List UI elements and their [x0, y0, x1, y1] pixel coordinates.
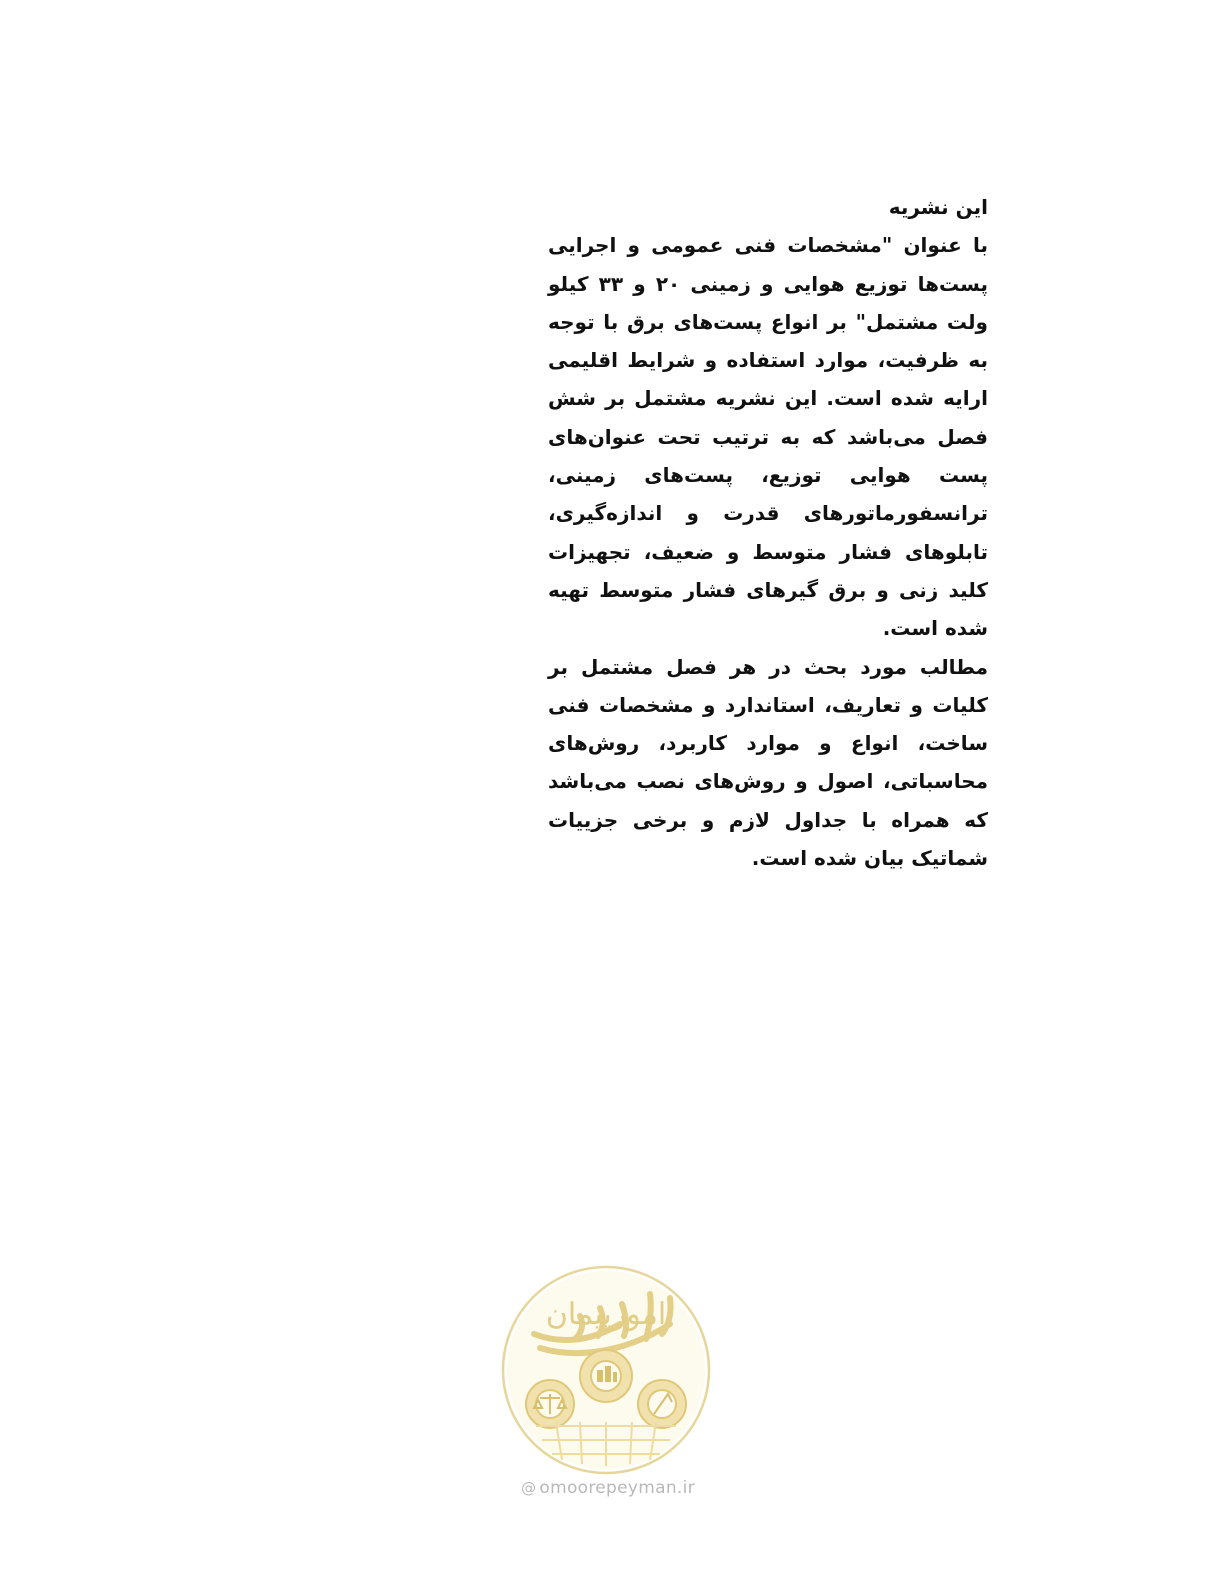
- website-url: omoorepeyman.ir: [539, 1478, 695, 1498]
- document-body: [548, 188, 988, 877]
- watermark-logo: [500, 1264, 712, 1476]
- website-footer: [508, 1477, 708, 1499]
- document-heading: این نشریه: [888, 195, 988, 219]
- logo-calligraphy: امورپیمان: [545, 1297, 667, 1332]
- at-icon: @: [521, 1479, 537, 1497]
- document-paragraph-1: با عنوان "مشخصات فنی عمومی و اجرایی پست‌ها توزیع هوایی و زمینی ۲۰ و ۳۳ کیلو ولت مشتمل" بر انواع پست‌های برق با توجه به ظرفیت، موارد استفاده و شرایط اقلیمی ارایه شده است. این نشریه مشتمل بر شش فصل می‌باشد که به ترتیب تحت عنوان‌های پست هوایی توزیع، پست‌های زمینی، ترانسفورماتورهای قدرت و اندازه‌گیری، تابلوهای فشار متوسط و ضعیف، تجهیزات کلید زنی و برق گیرهای فشار متوسط تهیه شده است.: [548, 233, 989, 641]
- seal-icon: [500, 1264, 712, 1476]
- document-paragraph-2: مطالب مورد بحث در هر فصل مشتمل بر کلیات و تعاریف، استاندارد و مشخصات فنی ساخت، انواع و موارد کاربرد، روش‌های محاسباتی، اصول و روش‌های نصب می‌باشد که همراه با جداول لازم و برخی جزییات شماتیک بیان شده است.: [548, 654, 988, 871]
